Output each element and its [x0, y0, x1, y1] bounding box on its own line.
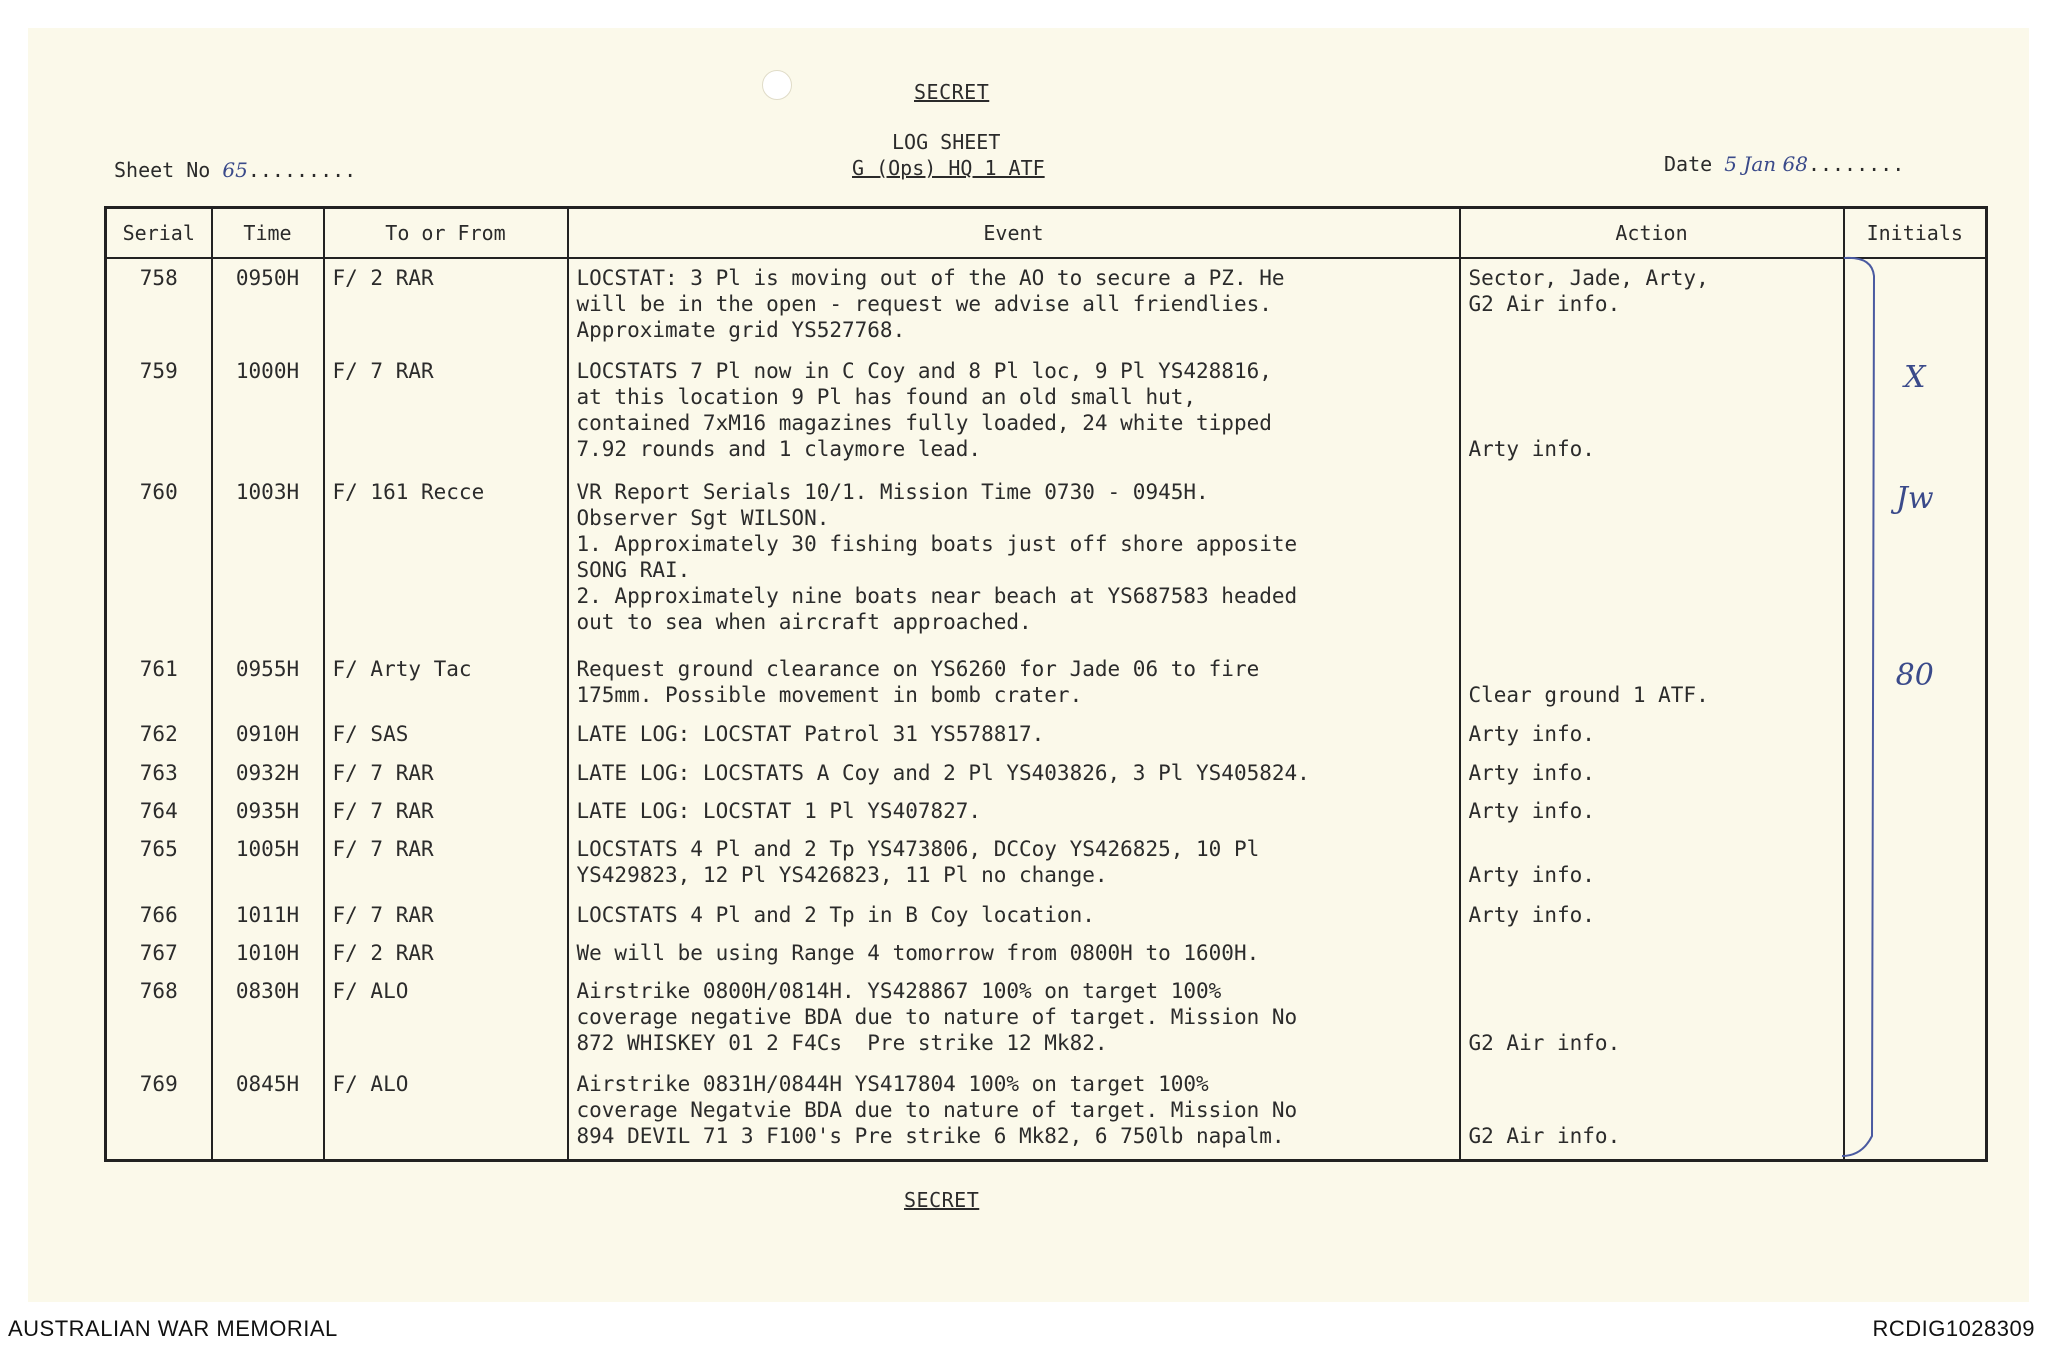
- row-action: [1460, 934, 1844, 972]
- row-time: 0830H: [212, 972, 324, 1065]
- row-action: Arty info.: [1460, 352, 1844, 473]
- row-event: LOCSTATS 4 Pl and 2 Tp in B Coy location.: [568, 896, 1460, 934]
- punch-hole: [762, 70, 792, 100]
- blank-cell: [1844, 1159, 1987, 1161]
- row-initials: X: [1844, 352, 1987, 473]
- date-field: [1664, 152, 1904, 176]
- header-to-or-from: To or From: [324, 208, 568, 259]
- row-to-or-from: F/ 2 RAR: [324, 258, 568, 352]
- header-event: Event: [568, 208, 1460, 259]
- sheet-number-field: [114, 158, 356, 182]
- date-dots: ........: [1807, 152, 1905, 176]
- row-event: Request ground clearance on YS6260 for Jade 06 to fire 175mm. Possible movement in bomb crater.: [568, 650, 1460, 716]
- row-to-or-from: F/ 7 RAR: [324, 754, 568, 792]
- row-to-or-from: F/ Arty Tac: [324, 650, 568, 716]
- row-to-or-from: F/ ALO: [324, 1065, 568, 1158]
- row-serial: 763: [106, 754, 212, 792]
- log-row: [106, 896, 1987, 934]
- log-row: [106, 972, 1987, 1065]
- log-row: [106, 473, 1987, 649]
- row-initials: 80: [1844, 650, 1987, 716]
- row-time: 0845H: [212, 1065, 324, 1158]
- row-to-or-from: F/ 7 RAR: [324, 896, 568, 934]
- log-row: [106, 934, 1987, 972]
- log-row: [106, 650, 1987, 716]
- row-time: 1003H: [212, 473, 324, 649]
- row-time: 0932H: [212, 754, 324, 792]
- row-to-or-from: F/ SAS: [324, 715, 568, 753]
- row-event: LOCSTATS 7 Pl now in C Coy and 8 Pl loc, 9 Pl YS428816, at this location 9 Pl has found an old small hut, contained 7xM16 magazines fully loaded, 24 white tipped 7.92 rounds and 1 claymore lead.: [568, 352, 1460, 473]
- row-serial: 769: [106, 1065, 212, 1158]
- row-action: [1460, 473, 1844, 649]
- blank-cell: [568, 1159, 1460, 1161]
- sheet-number: 65: [222, 158, 248, 182]
- row-serial: 768: [106, 972, 212, 1065]
- sheet-label: Sheet No: [114, 158, 211, 182]
- row-initials: Jw: [1844, 473, 1987, 649]
- row-event: Airstrike 0831H/0844H YS417804 100% on target 100% coverage Negatvie BDA due to nature of target. Mission No 894 DEVIL 71 3 F100's Pre strike 6 Mk82, 6 750lb napalm.: [568, 1065, 1460, 1158]
- row-action: G2 Air info.: [1460, 972, 1844, 1065]
- classification-bottom: SECRET: [904, 1188, 980, 1212]
- date-label: Date: [1664, 152, 1713, 176]
- row-action: G2 Air info.: [1460, 1065, 1844, 1158]
- row-event: VR Report Serials 10/1. Mission Time 0730 - 0945H. Observer Sgt WILSON. 1. Approximately 30 fishing boats just off shore apposite SONG RAI. 2. Approximately nine boats near beach at YS687583 headed out to sea when aircraft approached.: [568, 473, 1460, 649]
- row-action: Arty info.: [1460, 792, 1844, 830]
- log-row: [106, 352, 1987, 473]
- title-line1: LOG SHEET: [892, 130, 1001, 154]
- blank-cell: [106, 1159, 212, 1161]
- header-serial: Serial: [106, 208, 212, 259]
- row-serial: 766: [106, 896, 212, 934]
- row-action: Sector, Jade, Arty, G2 Air info.: [1460, 258, 1844, 352]
- row-action: Arty info.: [1460, 830, 1844, 896]
- row-time: 1005H: [212, 830, 324, 896]
- classification-top: SECRET: [914, 80, 990, 104]
- log-row: [106, 1065, 1987, 1158]
- row-serial: 758: [106, 258, 212, 352]
- row-time: 0935H: [212, 792, 324, 830]
- row-serial: 760: [106, 473, 212, 649]
- row-event: LATE LOG: LOCSTAT Patrol 31 YS578817.: [568, 715, 1460, 753]
- row-time: 1000H: [212, 352, 324, 473]
- footer-record-id: RCDIG1028309: [1872, 1316, 2035, 1341]
- row-to-or-from: F/ 7 RAR: [324, 830, 568, 896]
- row-event: We will be using Range 4 tomorrow from 0800H to 1600H.: [568, 934, 1460, 972]
- blank-cell: [1460, 1159, 1844, 1161]
- row-to-or-from: F/ 7 RAR: [324, 792, 568, 830]
- header-row: [106, 208, 1987, 259]
- log-row: [106, 830, 1987, 896]
- header-initials: Initials: [1844, 208, 1987, 259]
- header-time: Time: [212, 208, 324, 259]
- row-action: Clear ground 1 ATF.: [1460, 650, 1844, 716]
- sheet-dots: .........: [247, 158, 357, 182]
- row-to-or-from: F/ 7 RAR: [324, 352, 568, 473]
- row-serial: 759: [106, 352, 212, 473]
- footer-institution: AUSTRALIAN WAR MEMORIAL: [8, 1316, 338, 1341]
- row-event: LOCSTAT: 3 Pl is moving out of the AO to secure a PZ. He will be in the open - request we advise all friendlies. Approximate grid YS527768.: [568, 258, 1460, 352]
- row-serial: 764: [106, 792, 212, 830]
- row-to-or-from: F/ ALO: [324, 972, 568, 1065]
- row-action: Arty info.: [1460, 754, 1844, 792]
- log-table: [104, 206, 1988, 1162]
- blank-cell: [212, 1159, 324, 1161]
- date-value: 5 Jan 68: [1724, 152, 1808, 176]
- log-row: [106, 715, 1987, 753]
- log-row: [106, 258, 1987, 352]
- row-action: Arty info.: [1460, 896, 1844, 934]
- row-to-or-from: F/ 2 RAR: [324, 934, 568, 972]
- header-action: Action: [1460, 208, 1844, 259]
- row-time: 0910H: [212, 715, 324, 753]
- initials-bracket-mark: [1842, 256, 1882, 1158]
- row-to-or-from: F/ 161 Recce: [324, 473, 568, 649]
- row-time: 1010H: [212, 934, 324, 972]
- row-time: 0950H: [212, 258, 324, 352]
- blank-cell: [324, 1159, 568, 1161]
- row-event: LOCSTATS 4 Pl and 2 Tp YS473806, DCCoy YS426825, 10 Pl YS429823, 12 Pl YS426823, 11 Pl no change.: [568, 830, 1460, 896]
- row-serial: 762: [106, 715, 212, 753]
- row-event: LATE LOG: LOCSTATS A Coy and 2 Pl YS403826, 3 Pl YS405824.: [568, 754, 1460, 792]
- title-line2: G (Ops) HQ 1 ATF: [852, 156, 1045, 180]
- log-row: [106, 792, 1987, 830]
- log-row: [106, 754, 1987, 792]
- row-serial: 767: [106, 934, 212, 972]
- row-serial: 761: [106, 650, 212, 716]
- row-time: 1011H: [212, 896, 324, 934]
- blank-row: [106, 1159, 1987, 1161]
- row-event: LATE LOG: LOCSTAT 1 Pl YS407827.: [568, 792, 1460, 830]
- row-serial: 765: [106, 830, 212, 896]
- row-event: Airstrike 0800H/0814H. YS428867 100% on target 100% coverage negative BDA due to nature of target. Mission No 872 WHISKEY 01 2 F4Cs Pre strike 12 Mk82.: [568, 972, 1460, 1065]
- row-time: 0955H: [212, 650, 324, 716]
- row-action: Arty info.: [1460, 715, 1844, 753]
